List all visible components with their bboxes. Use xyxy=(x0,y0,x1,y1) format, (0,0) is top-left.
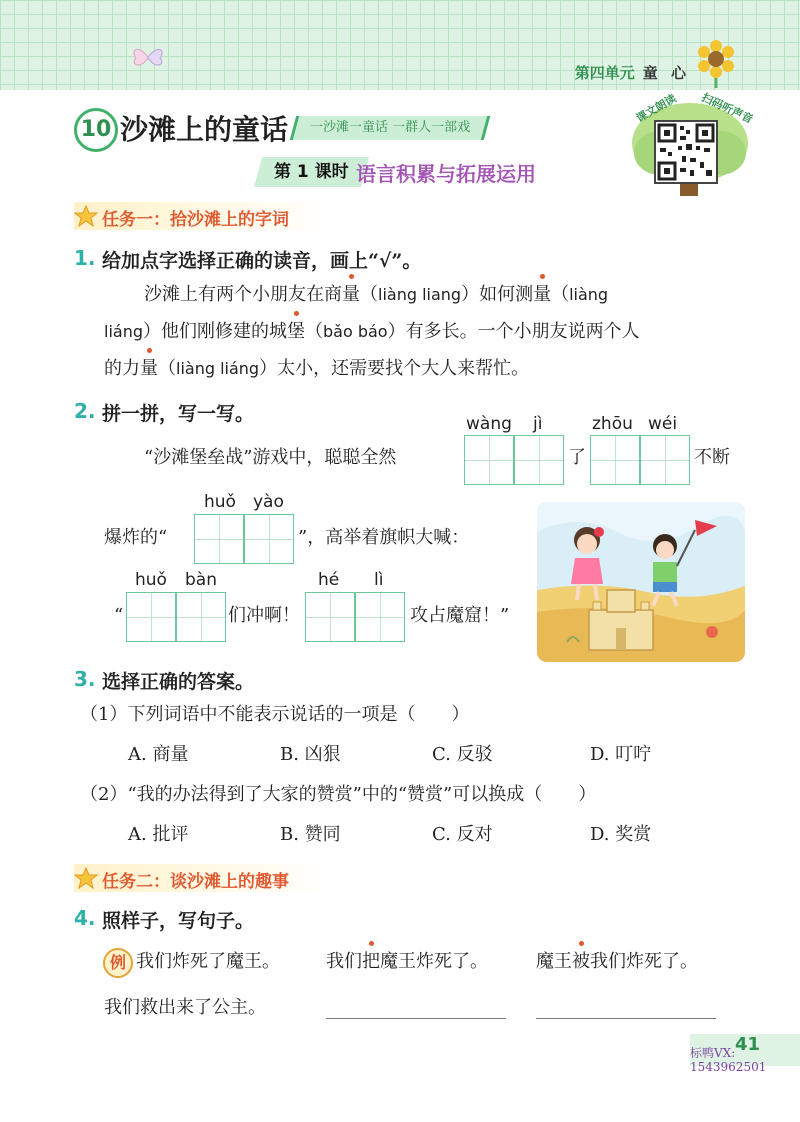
q2-line3-open: “ xyxy=(114,605,124,626)
dotted-char: 量 xyxy=(533,277,551,313)
period-badge-text: 第 1 课时 xyxy=(274,162,349,182)
q3-number: 3. xyxy=(74,667,96,691)
unit-theme: 童 心 xyxy=(642,64,690,82)
q1-text: （ xyxy=(305,321,323,342)
dotted-char: 量 xyxy=(342,277,360,313)
q2-line1-mid: 了 xyxy=(568,447,586,468)
q2-line1-end: 不断 xyxy=(694,447,730,468)
q2-line3-end: 攻占魔窟！” xyxy=(410,605,510,626)
page-number: 41 xyxy=(734,1034,760,1055)
option-d[interactable]: D. 叮咛 xyxy=(590,744,652,765)
example-text: 我们炸死了。 xyxy=(590,951,698,972)
pinyin-label: hé xyxy=(318,570,340,590)
pinyin-label: huǒ xyxy=(135,570,167,590)
pinyin-choice[interactable]: liàng liáng xyxy=(176,359,260,378)
q1-line3 xyxy=(104,351,529,387)
watermark-line-2: 1543962501 xyxy=(690,1060,767,1074)
q1-text: 沙滩上有两个小朋友在商 xyxy=(144,284,342,305)
writing-box[interactable] xyxy=(244,514,294,564)
q1-text: （ xyxy=(158,358,176,379)
writing-box[interactable] xyxy=(355,592,405,642)
q2-prompt: 拼一拼，写一写。 xyxy=(102,403,255,425)
option-b[interactable]: B. 赞同 xyxy=(280,824,341,845)
example-sentence-2 xyxy=(326,944,488,980)
slogan-text: 一沙滩一童话 一群人一部戏 xyxy=(310,120,471,135)
option-c[interactable]: C. 反驳 xyxy=(432,744,493,765)
task-sentence: 我们救出来了公主。 xyxy=(104,997,266,1018)
watermark-line-1: 标鸭VX: xyxy=(690,1046,736,1060)
pinyin-label: yào xyxy=(253,492,284,512)
qr-code-icon[interactable] xyxy=(654,120,718,184)
option-b[interactable]: B. 凶狠 xyxy=(280,744,341,765)
lesson-number: 10 xyxy=(74,108,118,152)
beach-illustration xyxy=(537,502,745,662)
writing-box[interactable] xyxy=(194,514,244,564)
q1-line2 xyxy=(104,314,640,350)
writing-box[interactable] xyxy=(514,435,564,485)
writing-box[interactable] xyxy=(590,435,640,485)
unit-label xyxy=(575,62,690,83)
task1-header xyxy=(74,202,334,230)
writing-box[interactable] xyxy=(305,592,355,642)
answer-line-2[interactable] xyxy=(536,1018,716,1019)
pinyin-choice[interactable]: liàng xyxy=(569,285,609,304)
dotted-char: 量 xyxy=(140,351,158,387)
qr-label-right: 扫码听声音 xyxy=(699,90,755,126)
period-badge xyxy=(254,157,369,187)
writing-box[interactable] xyxy=(126,592,176,642)
pinyin-label: bàn xyxy=(185,570,217,590)
example-sentence-1: 我们炸死了魔王。 xyxy=(136,951,280,972)
butterfly-icon xyxy=(128,42,168,72)
star-icon xyxy=(74,867,98,889)
option-d[interactable]: D. 奖赏 xyxy=(590,824,652,845)
q1-prompt: 给加点字选择正确的读音，画上“√”。 xyxy=(102,250,422,272)
option-a[interactable]: A. 商量 xyxy=(128,744,189,765)
example-text: 魔王炸死了。 xyxy=(380,951,488,972)
star-icon xyxy=(74,205,98,227)
pinyin-label: wéi xyxy=(648,414,678,434)
dotted-char: 堡 xyxy=(287,314,305,350)
pinyin-label: zhōu xyxy=(592,414,633,434)
q1-number: 1. xyxy=(74,246,96,270)
q2-number: 2. xyxy=(74,399,96,423)
q1-text: （ xyxy=(551,284,570,305)
sunflower-icon xyxy=(694,38,738,88)
pinyin-label: jì xyxy=(533,414,543,434)
pinyin-label: huǒ xyxy=(204,492,236,512)
writing-box[interactable] xyxy=(640,435,690,485)
qr-label-left: 课文朗读 xyxy=(633,91,679,126)
pinyin-choice[interactable]: liàng liang xyxy=(378,285,462,304)
q4-prompt: 照样子，写句子。 xyxy=(102,910,255,932)
example-text: 我们 xyxy=(326,951,362,972)
q1-text: ）有多长。一个小朋友说两个人 xyxy=(387,321,640,342)
q3-sub1-question: （1）下列词语中不能表示说话的一项是（ ） xyxy=(80,704,470,725)
dotted-char: 把 xyxy=(362,944,380,980)
pinyin-label: lì xyxy=(374,570,384,590)
dotted-char: 被 xyxy=(572,944,590,980)
q1-line1 xyxy=(144,277,608,313)
q1-text: ）如何测 xyxy=(461,284,534,305)
q1-text: ）他们刚修建的城 xyxy=(143,321,287,342)
example-text: 魔王 xyxy=(536,951,572,972)
q1-text: ）太小，还需要找个大人来帮忙。 xyxy=(259,358,530,379)
q2-line2-text: 爆炸的“ xyxy=(104,527,168,548)
pinyin-choice[interactable]: liáng xyxy=(104,322,143,341)
lesson-title: 沙滩上的童话 xyxy=(120,113,289,146)
q4-number: 4. xyxy=(74,906,96,930)
pinyin-label: wàng xyxy=(466,414,512,434)
period-title: 语言积累与拓展运用 xyxy=(356,162,536,186)
example-sentence-3 xyxy=(536,944,698,980)
writing-box[interactable] xyxy=(176,592,226,642)
task2-label: 任务二：谈沙滩上的趣事 xyxy=(102,872,289,892)
task2-header xyxy=(74,864,334,892)
q2-line3-mid: 们冲啊！ xyxy=(228,605,300,626)
pinyin-choice[interactable]: bǎo báo xyxy=(323,322,388,341)
q2-line2-end: ”，高举着旗帜大喊： xyxy=(298,527,470,548)
q1-text: 的力 xyxy=(104,358,140,379)
option-c[interactable]: C. 反对 xyxy=(432,824,493,845)
q3-sub2-question: （2）“我的办法得到了大家的赞赏”中的“赞赏”可以换成（ ） xyxy=(80,784,597,805)
lesson-slogan xyxy=(290,116,491,140)
q2-line1-text: “沙滩堡垒战”游戏中，聪聪全然 xyxy=(144,447,397,468)
q3-prompt: 选择正确的答案。 xyxy=(102,671,255,693)
task1-label: 任务一：拾沙滩上的字词 xyxy=(102,210,289,230)
q1-text: （ xyxy=(360,284,378,305)
writing-box[interactable] xyxy=(464,435,514,485)
example-mark: 例 xyxy=(103,948,133,978)
answer-line-1[interactable] xyxy=(326,1018,506,1019)
option-a[interactable]: A. 批评 xyxy=(128,824,189,845)
unit-number: 第四单元 xyxy=(574,64,635,82)
watermark xyxy=(690,1046,766,1074)
